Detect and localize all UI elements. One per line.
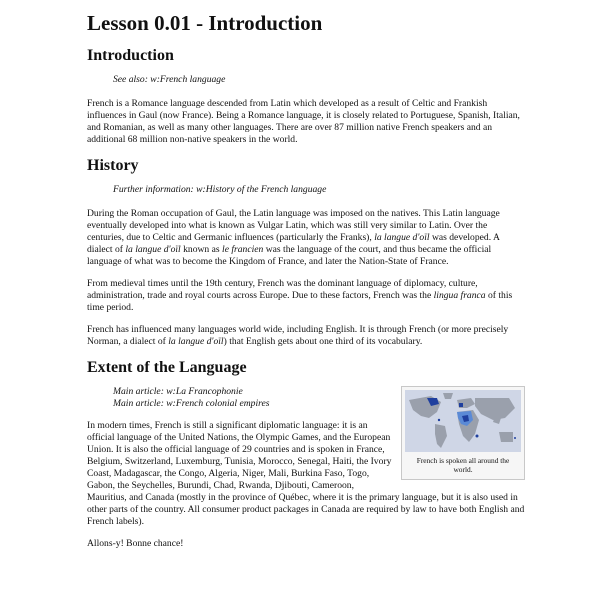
history-paragraph-1: During the Roman occupation of Gaul, the Latin language was imposed on the natives. This Latin language eventually developed into what is known as Vulgar Latin, which was still very similar to Latin. Over the centuries, due to Celtic and Germanic influences (particularly the Franks), la langue d'oïl was developed. A dialect of la langue d'oïl known as le francien was the language of the court, and thus became the official language of what was to become the Kingdom of France, and later the Nation-State of France.	[87, 208, 500, 267]
main-article-link-francophonie[interactable]: Main article: w:La Francophonie	[113, 386, 243, 397]
extent-paragraph: In modern times, French is still a significant diplomatic language: it is an official language of the United Nations, the Olympic Games, and the European Union. It is also the official language of 29 countries and is spoken in France, Belgium, Switzerland, Luxemburg, Tunisia, Morocco, Senegal, Haiti, the Ivory Coast, Madagascar, the Congo, Algeria, Niger, Mali, Burkina Faso, Togo, Gabon, the Seychelles, Burundi, Chad, Rwanda, Djibouti, Cameroon, Mauritius, and Canada (mostly in the province of Québec, where it is the primary language, but it is also used in other parts of the country. All consumer product packages in Canada are required by law to have both English and French labels).	[87, 420, 525, 527]
francophone-map-figure	[401, 386, 525, 480]
closing-line: Allons-y! Bonne chance!	[87, 538, 184, 549]
intro-paragraph: French is a Romance language descended from Latin which developed as a result of Celtic and Frankish influences in Gaul (now France). Being a Romance language, it is closely related to Portuguese, Spanish, Italian, and Romanian, as well as many other languages. There are over 87 million native French speakers and an additional 68 million non-native speakers in the world.	[87, 98, 520, 145]
history-paragraph-2: From medieval times until the 19th century, French was the dominant language of diplomacy, culture, administration, trade and royal courts across Europe. Due to these factors, French was the lingua franca of this time period.	[87, 278, 513, 313]
figure-caption: French is spoken all around the world.	[416, 456, 510, 474]
section-heading-extent: Extent of the Language	[87, 359, 247, 376]
page-title: Lesson 0.01 - Introduction	[87, 11, 323, 35]
history-paragraph-3: French has influenced many languages world wide, including English. It is through French (or more precisely Norman, a dialect of la langue d'oïl) that English gets about one third of its vocabulary.	[87, 324, 509, 347]
document-page	[87, 10, 525, 550]
see-also-link[interactable]: See also: w:French language	[113, 74, 226, 85]
section-heading-introduction: Introduction	[87, 47, 174, 64]
section-heading-history: History	[87, 157, 139, 174]
further-information-link[interactable]: Further information: w:History of the French language	[113, 184, 327, 195]
main-article-link-colonial-empires[interactable]: Main article: w:French colonial empires	[113, 398, 270, 409]
world-map-image	[405, 390, 521, 452]
